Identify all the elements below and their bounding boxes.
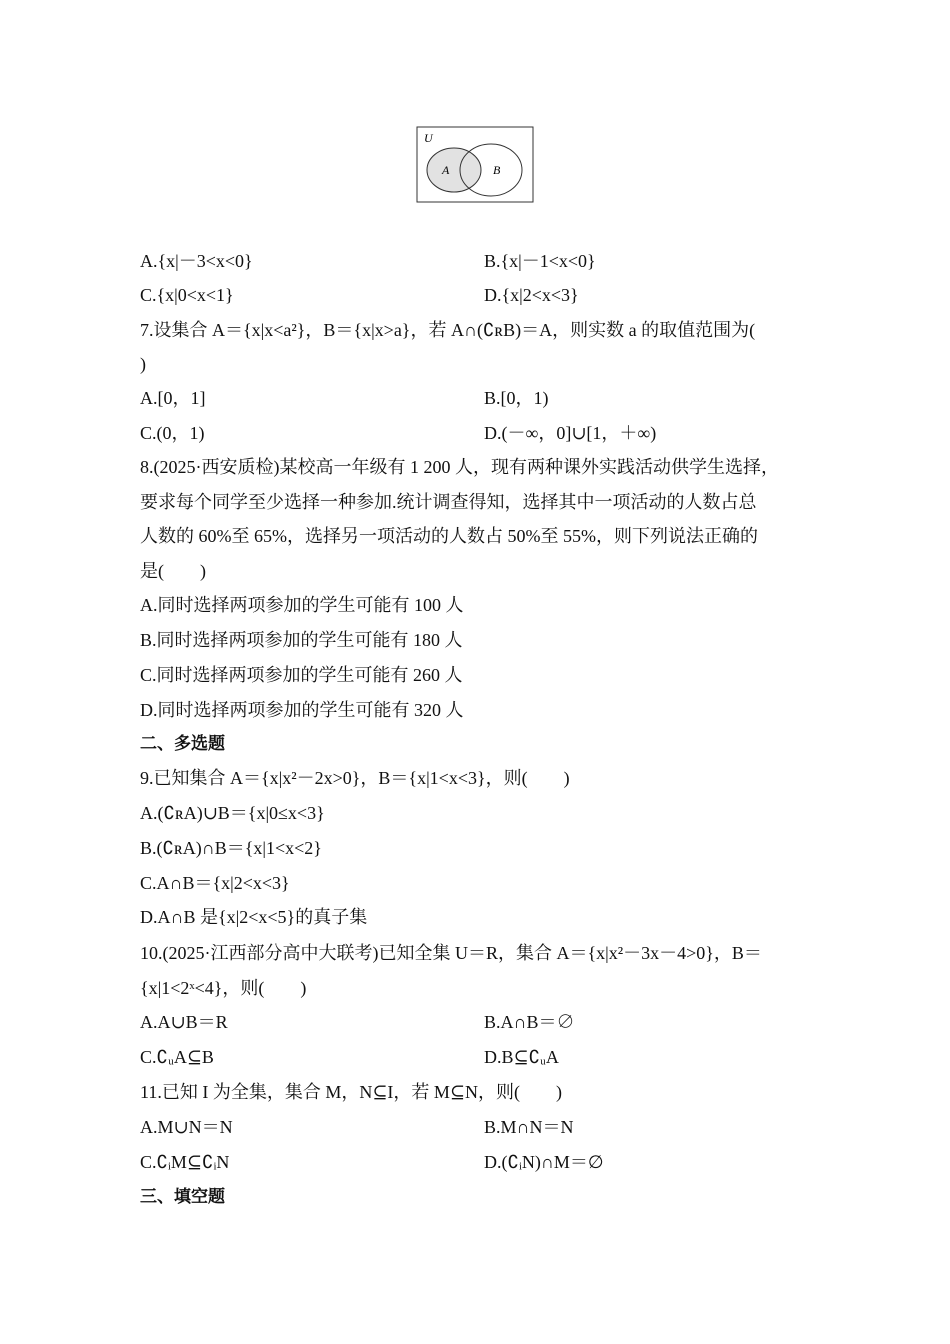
q11-option-d: D.(∁ᵢN)∩M＝∅ (484, 1152, 604, 1172)
q11-stem: 11.已知 I 为全集，集合 M，N⊆I，若 M⊆N，则( ) (140, 1082, 562, 1102)
q10-stem-line2: {x|1<2ˣ<4}，则( ) (140, 978, 307, 998)
section-heading-fill-in: 三、填空题 (140, 1187, 225, 1207)
q8-option-c: C.同时选择两项参加的学生可能有 260 人 (140, 665, 463, 685)
q11-option-c: C.∁ᵢM⊆∁ᵢN (140, 1152, 230, 1172)
q9-option-c: C.A∩B＝{x|2<x<3} (140, 873, 290, 893)
label-b: B (493, 163, 501, 177)
venn-diagram (416, 126, 534, 203)
q7-option-c: C.(0，1) (140, 423, 205, 443)
q9-option-d: D.A∩B 是{x|2<x<5}的真子集 (140, 907, 368, 927)
q6-option-a: A.{x|－3<x<0} (140, 251, 253, 271)
q9-option-a: A.(∁ʀA)∪B＝{x|0≤x<3} (140, 803, 325, 823)
q8-option-b: B.同时选择两项参加的学生可能有 180 人 (140, 630, 463, 650)
q9-option-b: B.(∁ʀA)∩B＝{x|1<x<2} (140, 838, 322, 858)
label-a: A (442, 163, 450, 177)
q11-option-b: B.M∩N＝N (484, 1117, 574, 1137)
q6-option-d: D.{x|2<x<3} (484, 285, 579, 305)
q6-option-b: B.{x|－1<x<0} (484, 251, 596, 271)
section-heading-multiple-choice: 二、多选题 (140, 734, 225, 754)
label-u: U (424, 131, 433, 145)
q10-option-b: B.A∩B＝∅ (484, 1012, 575, 1032)
q8-stem-line2: 要求每个同学至少选择一种参加.统计调查得知，选择其中一项活动的人数占总 (140, 492, 757, 512)
q8-option-a: A.同时选择两项参加的学生可能有 100 人 (140, 595, 464, 615)
q10-option-d: D.B⊆∁ᵤA (484, 1047, 559, 1067)
q7-stem-end: ) (140, 354, 146, 374)
q10-option-a: A.A∪B＝R (140, 1012, 228, 1032)
set-a-circle (427, 148, 481, 192)
q8-stem-line1: 8.(2025·西安质检)某校高一年级有 1 200 人，现有两种课外实践活动供学生选择， (140, 457, 779, 477)
q8-option-d: D.同时选择两项参加的学生可能有 320 人 (140, 700, 464, 720)
q8-stem-line4: 是( ) (140, 561, 206, 581)
q7-option-d: D.(－∞，0]∪[1，＋∞) (484, 423, 657, 443)
q7-stem: 7.设集合 A＝{x|x<a²}，B＝{x|x>a}，若 A∩(∁ʀB)＝A，则实数 a 的取值范围为( (140, 320, 756, 340)
q10-option-c: C.∁ᵤA⊆B (140, 1047, 214, 1067)
q7-option-b: B.[0，1) (484, 388, 549, 408)
q7-option-a: A.[0，1] (140, 388, 206, 408)
q11-option-a: A.M∪N＝N (140, 1117, 233, 1137)
q6-option-c: C.{x|0<x<1} (140, 285, 234, 305)
q8-stem-line3: 人数的 60%至 65%，选择另一项活动的人数占 50%至 55%，则下列说法正确的 (140, 526, 758, 546)
q10-stem-line1: 10.(2025·江西部分高中大联考)已知全集 U＝R，集合 A＝{x|x²－3x－4>0}，B＝ (140, 943, 762, 963)
q9-stem: 9.已知集合 A＝{x|x²－2x>0}，B＝{x|1<x<3}，则( ) (140, 768, 570, 788)
